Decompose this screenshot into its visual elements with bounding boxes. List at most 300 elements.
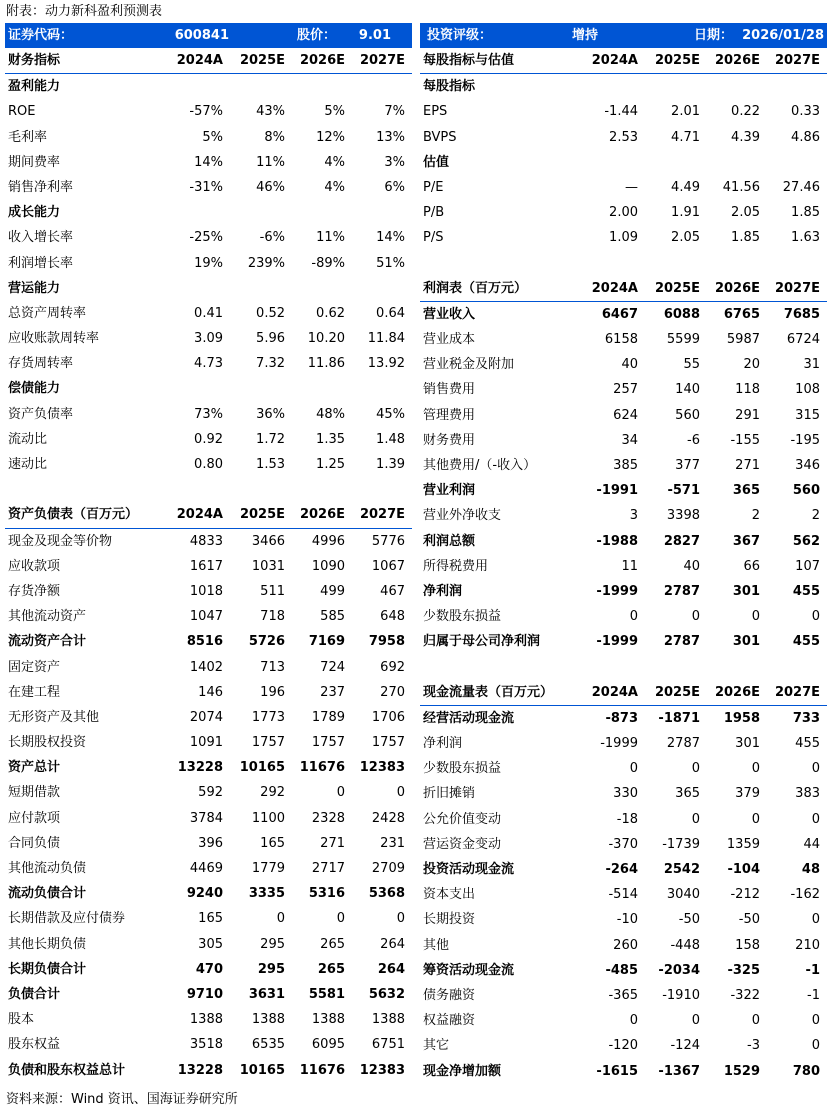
table-row — [420, 655, 827, 680]
cell-value: 2027E — [774, 53, 820, 68]
cell-value: 0 — [691, 811, 700, 827]
cell-value: 379 — [735, 786, 760, 802]
cell-value: 560 — [792, 483, 820, 499]
row-label: 财务费用 — [423, 432, 476, 448]
table-row — [5, 1032, 412, 1057]
cell-value: 560 — [675, 407, 700, 423]
row-label: 利润增长率 — [8, 255, 74, 271]
cell-value: 291 — [735, 407, 760, 423]
cell-value: -104 — [727, 862, 760, 877]
cell-value: 10165 — [239, 1062, 285, 1078]
cell-value: -195 — [790, 432, 820, 448]
row-label: 应收款项 — [8, 558, 61, 574]
cell-value: 1757 — [251, 735, 285, 751]
row-label: ROE — [8, 104, 36, 120]
cell-value: 2026E — [714, 280, 760, 296]
cell-value: 7958 — [368, 634, 405, 650]
cell-value: 271 — [735, 458, 760, 473]
cell-value: 4% — [324, 154, 345, 170]
cell-value: 20 — [743, 357, 760, 373]
cell-value: -365 — [608, 987, 638, 1003]
cell-value: -873 — [605, 710, 638, 726]
cell-value: 0 — [811, 912, 820, 928]
cell-value: 6751 — [371, 1037, 405, 1053]
table-row — [420, 200, 827, 225]
cell-value: 4996 — [311, 533, 345, 549]
cell-value: 0.62 — [316, 305, 345, 321]
cell-value: 2787 — [663, 583, 700, 599]
row-label: 净利润 — [423, 736, 463, 752]
cell-value: 6467 — [601, 306, 638, 322]
cell-value: 2 — [751, 508, 760, 524]
table-row — [5, 629, 412, 654]
cell-value: -325 — [727, 962, 760, 978]
cell-value: -1999 — [596, 583, 638, 599]
row-label: 收入增长率 — [8, 230, 74, 246]
cell-value: 562 — [792, 533, 820, 549]
cell-value: -1367 — [658, 1063, 700, 1079]
row-label: 盈利能力 — [8, 79, 61, 95]
section-heading-row — [5, 200, 412, 225]
table-row — [5, 982, 412, 1007]
row-label: 长期借款及应付债券 — [8, 911, 126, 927]
row-label: 营业成本 — [423, 332, 476, 348]
cell-value: 2709 — [371, 861, 405, 876]
cell-value: 6% — [384, 179, 405, 195]
cell-value: 45% — [376, 406, 405, 422]
section-heading-row — [5, 276, 412, 301]
cell-value: -1.44 — [604, 104, 638, 120]
cell-value: 2328 — [311, 810, 345, 826]
table-row — [420, 882, 827, 907]
cell-value: 118 — [735, 382, 760, 398]
cell-value: -1 — [805, 962, 820, 978]
cell-value: 499 — [320, 583, 345, 599]
cell-value: 1617 — [189, 558, 223, 574]
row-label: 其他流动负债 — [8, 861, 87, 876]
cell-value: 165 — [198, 911, 223, 927]
cell-value: 385 — [613, 458, 638, 473]
cell-value: 470 — [195, 961, 223, 977]
cell-value: -1999 — [596, 634, 638, 650]
cell-value: 1.39 — [376, 457, 405, 472]
row-label: 其他 — [423, 937, 450, 953]
cell-value: 3466 — [251, 533, 285, 549]
cell-value: 4.71 — [671, 129, 700, 145]
cell-value: -6 — [687, 432, 700, 448]
cell-value: 2027E — [359, 53, 405, 68]
table-header-row — [420, 680, 827, 706]
cell-value: 2.01 — [671, 104, 700, 120]
cell-value: 0 — [811, 1038, 820, 1054]
cell-value: 0 — [276, 911, 285, 927]
cell-value: 2025E — [654, 53, 700, 68]
row-label: 公允价值变动 — [423, 811, 502, 827]
cell-value: 455 — [792, 583, 820, 599]
stock-price-label: 股价： — [297, 28, 337, 43]
row-label: P/B — [423, 205, 445, 221]
row-label: 流动比 — [8, 431, 48, 447]
table-row — [420, 781, 827, 806]
row-label: 长期投资 — [423, 912, 476, 928]
cell-value: 396 — [198, 835, 223, 851]
cell-value: 1757 — [371, 735, 405, 751]
cell-value: 34 — [621, 432, 638, 448]
cell-value: -120 — [608, 1038, 638, 1054]
cell-value: 6724 — [786, 332, 820, 348]
table-row — [420, 706, 827, 731]
row-label: 债务融资 — [423, 987, 476, 1003]
cell-value: 2024A — [176, 53, 223, 68]
table-row — [5, 755, 412, 780]
cell-value: -6% — [259, 230, 285, 246]
cell-value: 0 — [396, 785, 405, 801]
cell-value: 46% — [256, 179, 285, 195]
cell-value: 1779 — [251, 861, 285, 876]
row-label: 现金及现金等价物 — [8, 533, 113, 549]
cell-value: 0 — [691, 609, 700, 625]
row-label: 现金流量表（百万元） — [423, 684, 554, 700]
cell-value: 5.96 — [256, 331, 285, 347]
table-row — [5, 351, 412, 376]
cell-value: -31% — [189, 179, 223, 195]
cell-value: 2025E — [239, 53, 285, 68]
table-header-row — [5, 48, 412, 74]
cell-value: 2428 — [371, 810, 405, 826]
cell-value: 585 — [320, 609, 345, 625]
cell-value: 0 — [751, 609, 760, 625]
cell-value: 7.32 — [256, 356, 285, 372]
cell-value: 0.52 — [256, 305, 285, 321]
row-label: 速动比 — [8, 457, 48, 472]
table-caption: 附表：动力新科盈利预测表 — [6, 4, 163, 19]
cell-value: -57% — [189, 104, 223, 120]
cell-value: -514 — [608, 887, 638, 903]
cell-value: 1402 — [189, 659, 223, 675]
cell-value: 1773 — [251, 709, 285, 725]
cell-value: 1359 — [726, 836, 760, 852]
cell-value: 51% — [376, 255, 405, 271]
cell-value: 0 — [691, 761, 700, 777]
cell-value: 8516 — [186, 634, 223, 650]
cell-value: 3.09 — [194, 331, 223, 347]
cell-value: 2.05 — [731, 205, 760, 221]
cell-value: 5987 — [726, 332, 760, 348]
cell-value: -322 — [730, 987, 760, 1003]
table-row — [420, 604, 827, 629]
cell-value: 13.92 — [367, 356, 405, 372]
row-label: 负债和股东权益总计 — [8, 1062, 126, 1078]
cell-value: 2.00 — [609, 205, 638, 221]
cell-value: 107 — [795, 558, 820, 574]
cell-value: -1988 — [596, 533, 638, 549]
cell-value: 2024A — [591, 280, 638, 296]
cell-value: 271 — [320, 835, 345, 851]
table-row — [420, 629, 827, 654]
row-label: 资本支出 — [423, 887, 476, 903]
table-row — [420, 503, 827, 528]
cell-value: 6158 — [604, 332, 638, 348]
table-row — [5, 856, 412, 881]
cell-value: 231 — [380, 835, 405, 851]
cell-value: -1615 — [596, 1063, 638, 1079]
row-label: 其他长期负债 — [8, 936, 87, 952]
cell-value: 11.84 — [367, 331, 405, 347]
cell-value: 4.86 — [791, 129, 820, 145]
cell-value: 2717 — [311, 861, 345, 876]
cell-value: 11.86 — [307, 356, 345, 372]
cell-value: -155 — [730, 432, 760, 448]
cell-value: 0.80 — [194, 457, 223, 472]
cell-value: 43% — [256, 104, 285, 120]
cell-value: 12% — [316, 129, 345, 145]
cell-value: 301 — [732, 583, 760, 599]
cell-value: 624 — [613, 407, 638, 423]
cell-value: 0 — [811, 811, 820, 827]
row-label: 营业税金及附加 — [423, 357, 515, 373]
table-row — [420, 907, 827, 932]
cell-value: 2827 — [663, 533, 700, 549]
table-header-row — [5, 502, 412, 528]
row-label: 其他费用/（-收入） — [423, 458, 537, 473]
cell-value: 14% — [376, 230, 405, 246]
right-financial-table — [420, 48, 827, 1084]
cell-value: 5% — [324, 104, 345, 120]
cell-value: 1789 — [311, 709, 345, 725]
cell-value: 6088 — [663, 306, 700, 322]
table-row — [420, 857, 827, 882]
table-row — [5, 402, 412, 427]
cell-value: 3% — [384, 154, 405, 170]
table-row — [420, 327, 827, 352]
row-label: 存货周转率 — [8, 356, 74, 372]
table-row — [420, 428, 827, 453]
cell-value: 0 — [751, 761, 760, 777]
cell-value: -571 — [667, 483, 700, 499]
cell-value: -370 — [608, 836, 638, 852]
cell-value: 14% — [194, 154, 223, 170]
cell-value: 2025E — [654, 684, 700, 700]
cell-value: 305 — [198, 936, 223, 952]
row-label: 无形资产及其他 — [8, 709, 100, 725]
table-row — [5, 604, 412, 629]
table-row — [5, 806, 412, 831]
row-label: 估值 — [423, 154, 450, 170]
cell-value: 257 — [613, 382, 638, 398]
row-label: 筹资活动现金流 — [423, 962, 515, 978]
cell-value: -50 — [678, 912, 700, 928]
cell-value: 7685 — [783, 306, 820, 322]
cell-value: 5% — [202, 129, 223, 145]
row-label: 存货净额 — [8, 583, 61, 599]
cell-value: 1.85 — [791, 205, 820, 221]
table-row — [5, 326, 412, 351]
cell-value: 3398 — [666, 508, 700, 524]
cell-value: 4.73 — [194, 356, 223, 372]
cell-value: 455 — [795, 736, 820, 752]
section-heading-row — [5, 74, 412, 99]
table-row — [5, 529, 412, 554]
row-label: 应付款项 — [8, 810, 61, 826]
cell-value: 301 — [732, 634, 760, 650]
table-row — [5, 1007, 412, 1032]
cell-value: 780 — [792, 1063, 820, 1079]
cell-value: 1.09 — [609, 230, 638, 246]
table-row — [420, 756, 827, 781]
cell-value: 165 — [260, 835, 285, 851]
cell-value: 36% — [256, 406, 285, 422]
row-label: 偿债能力 — [8, 381, 61, 397]
cell-value: 0 — [336, 785, 345, 801]
cell-value: 264 — [380, 936, 405, 952]
cell-value: 4.49 — [671, 179, 700, 195]
cell-value: 140 — [675, 382, 700, 398]
cell-value: 146 — [198, 684, 223, 700]
table-row — [420, 377, 827, 402]
cell-value: 2027E — [359, 507, 405, 523]
table-row — [5, 705, 412, 730]
row-label: 营业收入 — [423, 306, 476, 322]
row-label: 负债合计 — [8, 986, 61, 1002]
table-row — [5, 881, 412, 906]
cell-value: 5599 — [666, 332, 700, 348]
table-row — [420, 1059, 827, 1084]
table-row — [420, 1008, 827, 1033]
table-row — [5, 125, 412, 150]
cell-value: 270 — [380, 684, 405, 700]
cell-value: -1739 — [662, 836, 700, 852]
cell-value: 3631 — [248, 986, 285, 1002]
cell-value: 1.53 — [256, 457, 285, 472]
row-label: 股东权益 — [8, 1037, 61, 1053]
table-row — [420, 958, 827, 983]
row-label: 利润表（百万元） — [423, 280, 528, 296]
cell-value: -264 — [605, 862, 638, 877]
cell-value: 0 — [629, 609, 638, 625]
cell-value: 5776 — [371, 533, 405, 549]
cell-value: 73% — [194, 406, 223, 422]
cell-value: 0 — [811, 761, 820, 777]
row-label: 营运资金变动 — [423, 836, 502, 852]
row-label: 归属于母公司净利润 — [423, 634, 541, 650]
cell-value: -3 — [747, 1038, 760, 1054]
cell-value: 5726 — [248, 634, 285, 650]
cell-value: 0 — [811, 609, 820, 625]
cell-value: 2026E — [714, 684, 760, 700]
row-label: 经营活动现金流 — [423, 710, 515, 726]
cell-value: 1.63 — [791, 230, 820, 246]
row-label: 权益融资 — [423, 1013, 476, 1029]
cell-value: — — [625, 179, 638, 195]
cell-value: 10.20 — [307, 331, 345, 347]
cell-value: 2542 — [663, 862, 700, 877]
cell-value: 4469 — [189, 861, 223, 876]
cell-value: 260 — [613, 937, 638, 953]
cell-value: 724 — [320, 659, 345, 675]
cell-value: 346 — [795, 458, 820, 473]
row-label: 总资产周转率 — [8, 305, 87, 321]
cell-value: 5632 — [368, 986, 405, 1002]
table-row — [5, 251, 412, 276]
cell-value: 692 — [380, 659, 405, 675]
row-label: 固定资产 — [8, 659, 61, 675]
cell-value: 1.91 — [671, 205, 700, 221]
row-label: 每股指标 — [423, 79, 476, 95]
cell-value: -124 — [670, 1038, 700, 1054]
cell-value: 265 — [320, 936, 345, 952]
cell-value: 2024A — [591, 684, 638, 700]
cell-value: 12383 — [359, 760, 405, 776]
cell-value: 31 — [803, 357, 820, 373]
cell-value: -1 — [807, 987, 820, 1003]
row-label: 成长能力 — [8, 205, 61, 221]
cell-value: 1958 — [723, 710, 760, 726]
cell-value: 5368 — [368, 886, 405, 902]
row-label: 毛利率 — [8, 129, 48, 145]
cell-value: 0 — [751, 1013, 760, 1029]
cell-value: 6535 — [251, 1037, 285, 1053]
cell-value: 367 — [732, 533, 760, 549]
table-row — [420, 251, 827, 276]
cell-value: 210 — [795, 937, 820, 953]
cell-value: 2024A — [591, 53, 638, 68]
table-row — [5, 477, 412, 502]
cell-value: 264 — [377, 961, 405, 977]
row-label: 在建工程 — [8, 684, 61, 700]
row-label: 净利润 — [423, 583, 463, 599]
table-row — [420, 1033, 827, 1058]
cell-value: 295 — [257, 961, 285, 977]
table-row — [5, 1058, 412, 1083]
cell-value: 295 — [260, 936, 285, 952]
row-label: 营业利润 — [423, 483, 476, 499]
table-row — [420, 983, 827, 1008]
cell-value: 11676 — [299, 1062, 345, 1078]
table-row — [420, 554, 827, 579]
cell-value: 2026E — [299, 507, 345, 523]
cell-value: 1.25 — [316, 457, 345, 472]
cell-value: 1388 — [189, 1012, 223, 1028]
row-label: 短期借款 — [8, 785, 61, 801]
cell-value: 11% — [316, 230, 345, 246]
row-label: EPS — [423, 104, 448, 120]
cell-value: 455 — [792, 634, 820, 650]
cell-value: 5581 — [308, 986, 345, 1002]
cell-value: 1018 — [189, 583, 223, 599]
table-row — [5, 427, 412, 452]
row-label: 资产负债率 — [8, 406, 74, 422]
cell-value: 48% — [316, 406, 345, 422]
cell-value: 1.35 — [316, 431, 345, 447]
row-label: 期间费率 — [8, 154, 61, 170]
cell-value: 40 — [683, 558, 700, 574]
cell-value: 1067 — [371, 558, 405, 574]
cell-value: 4% — [324, 179, 345, 195]
row-label: 流动资产合计 — [8, 634, 87, 650]
cell-value: 8% — [264, 129, 285, 145]
cell-value: 0 — [629, 1013, 638, 1029]
cell-value: 0.33 — [791, 104, 820, 120]
row-label: 其他流动资产 — [8, 609, 87, 625]
cell-value: 3518 — [189, 1037, 223, 1053]
row-label: 流动负债合计 — [8, 886, 87, 902]
row-label: P/E — [423, 179, 444, 195]
cell-value: 0 — [336, 911, 345, 927]
table-row — [5, 932, 412, 957]
section-heading-row — [420, 150, 827, 175]
row-label: 应收账款周转率 — [8, 331, 100, 347]
cell-value: 6095 — [311, 1037, 345, 1053]
